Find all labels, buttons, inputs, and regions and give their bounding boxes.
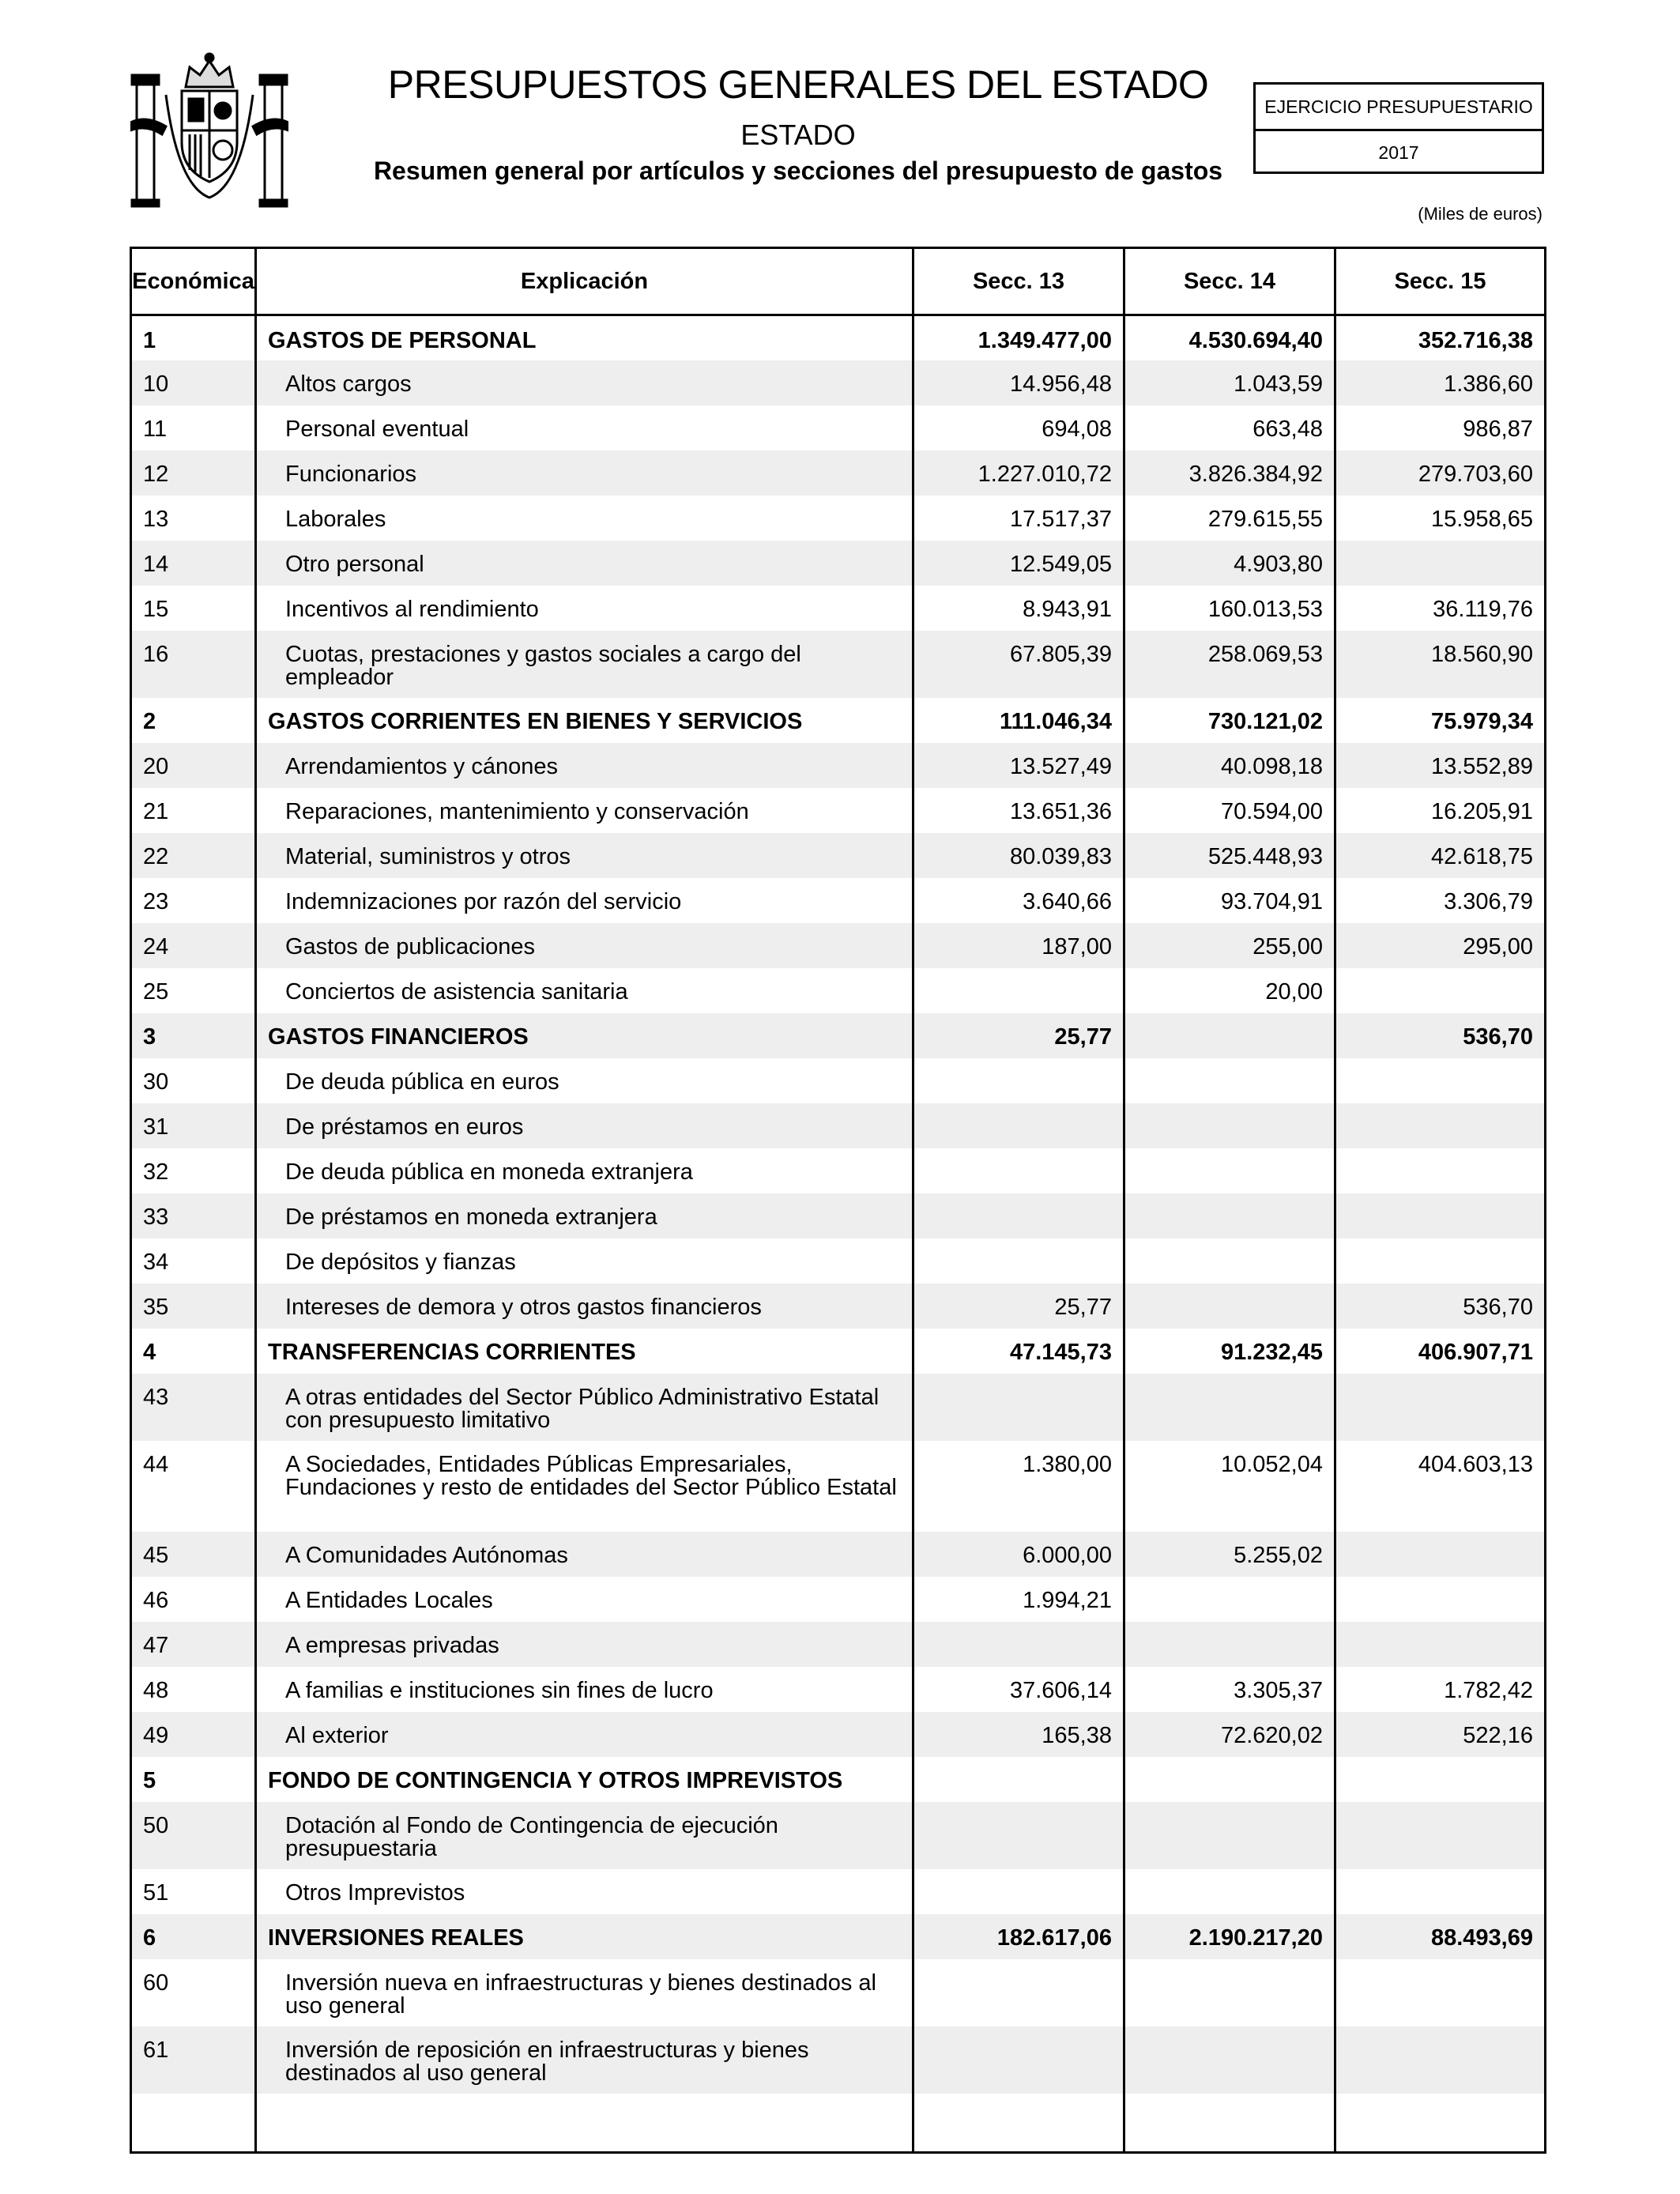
cell-secc-14 bbox=[1124, 1959, 1335, 2026]
cell-code: 10 bbox=[131, 360, 256, 405]
cell-secc-14: 663,48 bbox=[1124, 405, 1335, 450]
cell-secc-14: 2.190.217,20 bbox=[1124, 1914, 1335, 1959]
cell-secc-15: 16.205,91 bbox=[1335, 788, 1546, 833]
cell-secc-13: 14.956,48 bbox=[913, 360, 1124, 405]
cell-secc-14 bbox=[1124, 1869, 1335, 1914]
cell-description: De préstamos en moneda extranjera bbox=[256, 1193, 913, 1238]
cell-code: 50 bbox=[131, 1802, 256, 1869]
cell-secc-13: 1.994,21 bbox=[913, 1577, 1124, 1622]
cell-code: 6 bbox=[131, 1914, 256, 1959]
cell-secc-15 bbox=[1335, 1757, 1546, 1802]
cell-secc-13 bbox=[913, 1959, 1124, 2026]
table-row bbox=[131, 968, 1546, 1013]
cell-secc-14: 93.704,91 bbox=[1124, 878, 1335, 923]
table-row bbox=[131, 1667, 1546, 1712]
empty-cell bbox=[131, 2094, 256, 2153]
cell-secc-14 bbox=[1124, 1058, 1335, 1103]
cell-secc-13: 12.549,05 bbox=[913, 541, 1124, 586]
cell-code: 44 bbox=[131, 1441, 256, 1532]
empty-cell bbox=[1335, 2094, 1546, 2153]
cell-secc-15 bbox=[1335, 968, 1546, 1013]
cell-code: 22 bbox=[131, 833, 256, 878]
table-row bbox=[131, 1148, 1546, 1193]
fiscal-year-label: EJERCICIO PRESUPUESTARIO bbox=[1256, 85, 1542, 131]
cell-secc-15: 36.119,76 bbox=[1335, 586, 1546, 631]
cell-description: De préstamos en euros bbox=[256, 1103, 913, 1148]
table-row bbox=[131, 833, 1546, 878]
cell-description: Gastos de publicaciones bbox=[256, 923, 913, 968]
column-header-secc-14: Secc. 14 bbox=[1124, 248, 1335, 315]
cell-code: 30 bbox=[131, 1058, 256, 1103]
cell-secc-14 bbox=[1124, 1802, 1335, 1869]
cell-description: De deuda pública en moneda extranjera bbox=[256, 1148, 913, 1193]
table-row bbox=[131, 1441, 1546, 1532]
empty-cell bbox=[1124, 2094, 1335, 2153]
table-row-chapter bbox=[131, 315, 1546, 360]
cell-description: De depósitos y fianzas bbox=[256, 1238, 913, 1284]
cell-code: 51 bbox=[131, 1869, 256, 1914]
cell-secc-15: 13.552,89 bbox=[1335, 743, 1546, 788]
cell-code: 4 bbox=[131, 1329, 256, 1374]
cell-description: Personal eventual bbox=[256, 405, 913, 450]
cell-secc-15 bbox=[1335, 1532, 1546, 1577]
cell-description: Reparaciones, mantenimiento y conservación bbox=[256, 788, 913, 833]
table-row bbox=[131, 1058, 1546, 1103]
table-row bbox=[131, 1869, 1546, 1914]
table-row bbox=[131, 2026, 1546, 2094]
cell-description: Inversión de reposición en infraestructuras y bienes destinados al uso general bbox=[256, 2026, 913, 2094]
cell-code: 11 bbox=[131, 405, 256, 450]
cell-secc-14 bbox=[1124, 2026, 1335, 2094]
cell-code: 33 bbox=[131, 1193, 256, 1238]
table-row bbox=[131, 586, 1546, 631]
cell-code: 46 bbox=[131, 1577, 256, 1622]
empty-cell bbox=[913, 2094, 1124, 2153]
cell-description: GASTOS CORRIENTES EN BIENES Y SERVICIOS bbox=[256, 698, 913, 743]
budget-table bbox=[130, 247, 1546, 2154]
cell-secc-13 bbox=[913, 968, 1124, 1013]
cell-secc-13 bbox=[913, 1757, 1124, 1802]
cell-description: INVERSIONES REALES bbox=[256, 1914, 913, 1959]
table-row bbox=[131, 496, 1546, 541]
cell-code: 43 bbox=[131, 1374, 256, 1441]
cell-secc-13: 25,77 bbox=[913, 1013, 1124, 1058]
cell-description: A Sociedades, Entidades Públicas Empresariales, Fundaciones y resto de entidades del Sector Público Estatal bbox=[256, 1441, 913, 1532]
cell-code: 21 bbox=[131, 788, 256, 833]
cell-code: 34 bbox=[131, 1238, 256, 1284]
cell-secc-13: 187,00 bbox=[913, 923, 1124, 968]
cell-secc-14 bbox=[1124, 1622, 1335, 1667]
cell-secc-15 bbox=[1335, 1622, 1546, 1667]
units-note: (Miles de euros) bbox=[1418, 204, 1543, 224]
cell-description: Otro personal bbox=[256, 541, 913, 586]
cell-secc-13 bbox=[913, 1374, 1124, 1441]
cell-code: 49 bbox=[131, 1712, 256, 1757]
cell-secc-15: 1.386,60 bbox=[1335, 360, 1546, 405]
cell-description: A Comunidades Autónomas bbox=[256, 1532, 913, 1577]
cell-secc-15: 42.618,75 bbox=[1335, 833, 1546, 878]
table-row bbox=[131, 1374, 1546, 1441]
cell-secc-13 bbox=[913, 1148, 1124, 1193]
fiscal-year-value: 2017 bbox=[1378, 142, 1419, 163]
table-row bbox=[131, 541, 1546, 586]
column-header-explicacion: Explicación bbox=[256, 248, 913, 315]
cell-secc-14: 255,00 bbox=[1124, 923, 1335, 968]
column-header-secc-13: Secc. 13 bbox=[913, 248, 1124, 315]
cell-code: 31 bbox=[131, 1103, 256, 1148]
cell-secc-13: 1.380,00 bbox=[913, 1441, 1124, 1532]
cell-secc-14: 258.069,53 bbox=[1124, 631, 1335, 698]
cell-secc-15 bbox=[1335, 2026, 1546, 2094]
cell-secc-14: 160.013,53 bbox=[1124, 586, 1335, 631]
cell-secc-15 bbox=[1335, 1193, 1546, 1238]
cell-secc-13: 8.943,91 bbox=[913, 586, 1124, 631]
cell-description: Inversión nueva en infraestructuras y bienes destinados al uso general bbox=[256, 1959, 913, 2026]
cell-secc-15: 295,00 bbox=[1335, 923, 1546, 968]
cell-description: Otros Imprevistos bbox=[256, 1869, 913, 1914]
table-row bbox=[131, 923, 1546, 968]
cell-secc-14 bbox=[1124, 1577, 1335, 1622]
cell-secc-13: 694,08 bbox=[913, 405, 1124, 450]
cell-secc-14: 20,00 bbox=[1124, 968, 1335, 1013]
cell-secc-14: 5.255,02 bbox=[1124, 1532, 1335, 1577]
cell-secc-15: 406.907,71 bbox=[1335, 1329, 1546, 1374]
cell-description: A empresas privadas bbox=[256, 1622, 913, 1667]
cell-secc-15: 404.603,13 bbox=[1335, 1441, 1546, 1532]
cell-code: 3 bbox=[131, 1013, 256, 1058]
cell-secc-15: 986,87 bbox=[1335, 405, 1546, 450]
cell-secc-15 bbox=[1335, 1959, 1546, 2026]
cell-description: Intereses de demora y otros gastos financieros bbox=[256, 1284, 913, 1329]
table-row bbox=[131, 1193, 1546, 1238]
cell-secc-15: 18.560,90 bbox=[1335, 631, 1546, 698]
cell-secc-13 bbox=[913, 1622, 1124, 1667]
cell-secc-14: 730.121,02 bbox=[1124, 698, 1335, 743]
cell-code: 15 bbox=[131, 586, 256, 631]
column-header-secc-15: Secc. 15 bbox=[1335, 248, 1546, 315]
cell-description: GASTOS FINANCIEROS bbox=[256, 1013, 913, 1058]
cell-description: De deuda pública en euros bbox=[256, 1058, 913, 1103]
cell-secc-14 bbox=[1124, 1284, 1335, 1329]
cell-code: 48 bbox=[131, 1667, 256, 1712]
cell-secc-13: 111.046,34 bbox=[913, 698, 1124, 743]
cell-secc-14 bbox=[1124, 1193, 1335, 1238]
cell-secc-15 bbox=[1335, 541, 1546, 586]
cell-description: FONDO DE CONTINGENCIA Y OTROS IMPREVISTOS bbox=[256, 1757, 913, 1802]
cell-secc-13: 165,38 bbox=[913, 1712, 1124, 1757]
table-row bbox=[131, 743, 1546, 788]
table-row bbox=[131, 1959, 1546, 2026]
cell-secc-13: 47.145,73 bbox=[913, 1329, 1124, 1374]
cell-secc-15 bbox=[1335, 1869, 1546, 1914]
cell-secc-13 bbox=[913, 1193, 1124, 1238]
table-row bbox=[131, 1577, 1546, 1622]
fiscal-year-box bbox=[1253, 82, 1544, 174]
cell-secc-13: 1.349.477,00 bbox=[913, 315, 1124, 360]
cell-description: Al exterior bbox=[256, 1712, 913, 1757]
cell-code: 60 bbox=[131, 1959, 256, 2026]
cell-secc-13: 17.517,37 bbox=[913, 496, 1124, 541]
table-row bbox=[131, 360, 1546, 405]
coat-of-arms-emblem bbox=[130, 51, 288, 209]
cell-secc-13: 3.640,66 bbox=[913, 878, 1124, 923]
table-body bbox=[131, 315, 1546, 2153]
cell-secc-15 bbox=[1335, 1577, 1546, 1622]
cell-secc-13: 6.000,00 bbox=[913, 1532, 1124, 1577]
cell-secc-13 bbox=[913, 1802, 1124, 1869]
cell-description: A Entidades Locales bbox=[256, 1577, 913, 1622]
cell-secc-15: 536,70 bbox=[1335, 1013, 1546, 1058]
cell-code: 23 bbox=[131, 878, 256, 923]
cell-description: Funcionarios bbox=[256, 450, 913, 496]
table-row-chapter bbox=[131, 1914, 1546, 1959]
table-row bbox=[131, 405, 1546, 450]
cell-secc-13: 80.039,83 bbox=[913, 833, 1124, 878]
column-header-economica: Económica bbox=[131, 248, 256, 315]
table-row bbox=[131, 878, 1546, 923]
cell-secc-15: 522,16 bbox=[1335, 1712, 1546, 1757]
cell-secc-15: 75.979,34 bbox=[1335, 698, 1546, 743]
cell-description: Altos cargos bbox=[256, 360, 913, 405]
cell-code: 25 bbox=[131, 968, 256, 1013]
cell-secc-15 bbox=[1335, 1238, 1546, 1284]
cell-description: GASTOS DE PERSONAL bbox=[256, 315, 913, 360]
page-subtitle: ESTADO bbox=[740, 119, 856, 151]
cell-secc-14: 4.530.694,40 bbox=[1124, 315, 1335, 360]
cell-secc-15: 88.493,69 bbox=[1335, 1914, 1546, 1959]
cell-secc-13: 37.606,14 bbox=[913, 1667, 1124, 1712]
cell-description: Laborales bbox=[256, 496, 913, 541]
cell-secc-13: 13.527,49 bbox=[913, 743, 1124, 788]
cell-secc-14: 3.826.384,92 bbox=[1124, 450, 1335, 496]
cell-secc-15: 3.306,79 bbox=[1335, 878, 1546, 923]
cell-description: Cuotas, prestaciones y gastos sociales a cargo del empleador bbox=[256, 631, 913, 698]
cell-secc-15 bbox=[1335, 1802, 1546, 1869]
cell-secc-14: 525.448,93 bbox=[1124, 833, 1335, 878]
table-row-chapter bbox=[131, 1329, 1546, 1374]
table-header-row bbox=[131, 248, 1546, 315]
cell-secc-15: 279.703,60 bbox=[1335, 450, 1546, 496]
cell-secc-14: 279.615,55 bbox=[1124, 496, 1335, 541]
table-row bbox=[131, 1802, 1546, 1869]
cell-description: Dotación al Fondo de Contingencia de ejecución presupuestaria bbox=[256, 1802, 913, 1869]
table-row-chapter bbox=[131, 698, 1546, 743]
cell-code: 45 bbox=[131, 1532, 256, 1577]
cell-secc-14: 72.620,02 bbox=[1124, 1712, 1335, 1757]
cell-description: Incentivos al rendimiento bbox=[256, 586, 913, 631]
cell-code: 13 bbox=[131, 496, 256, 541]
cell-code: 5 bbox=[131, 1757, 256, 1802]
cell-secc-14 bbox=[1124, 1238, 1335, 1284]
cell-description: Conciertos de asistencia sanitaria bbox=[256, 968, 913, 1013]
cell-code: 20 bbox=[131, 743, 256, 788]
cell-secc-13 bbox=[913, 1869, 1124, 1914]
cell-secc-15 bbox=[1335, 1058, 1546, 1103]
table-filler-row bbox=[131, 2094, 1546, 2153]
cell-secc-13 bbox=[913, 1058, 1124, 1103]
cell-code: 14 bbox=[131, 541, 256, 586]
cell-description: A familias e instituciones sin fines de lucro bbox=[256, 1667, 913, 1712]
cell-code: 47 bbox=[131, 1622, 256, 1667]
table-row-chapter bbox=[131, 1013, 1546, 1058]
cell-secc-14: 1.043,59 bbox=[1124, 360, 1335, 405]
cell-secc-13: 67.805,39 bbox=[913, 631, 1124, 698]
cell-secc-15: 536,70 bbox=[1335, 1284, 1546, 1329]
cell-description: Indemnizaciones por razón del servicio bbox=[256, 878, 913, 923]
cell-code: 16 bbox=[131, 631, 256, 698]
page-description: Resumen general por artículos y secciones del presupuesto de gastos bbox=[373, 156, 1223, 185]
cell-secc-15: 15.958,65 bbox=[1335, 496, 1546, 541]
cell-code: 35 bbox=[131, 1284, 256, 1329]
cell-secc-15 bbox=[1335, 1103, 1546, 1148]
table-row bbox=[131, 1532, 1546, 1577]
table-row bbox=[131, 788, 1546, 833]
cell-secc-15 bbox=[1335, 1374, 1546, 1441]
cell-code: 12 bbox=[131, 450, 256, 496]
table-row bbox=[131, 1622, 1546, 1667]
table-row bbox=[131, 1103, 1546, 1148]
cell-secc-14: 40.098,18 bbox=[1124, 743, 1335, 788]
cell-code: 32 bbox=[131, 1148, 256, 1193]
table-row bbox=[131, 1238, 1546, 1284]
cell-code: 24 bbox=[131, 923, 256, 968]
cell-secc-13: 182.617,06 bbox=[913, 1914, 1124, 1959]
cell-secc-15 bbox=[1335, 1148, 1546, 1193]
table-row bbox=[131, 1284, 1546, 1329]
table-row-chapter bbox=[131, 1757, 1546, 1802]
cell-secc-14: 3.305,37 bbox=[1124, 1667, 1335, 1712]
cell-secc-14: 10.052,04 bbox=[1124, 1441, 1335, 1532]
cell-secc-13 bbox=[913, 2026, 1124, 2094]
cell-secc-14: 4.903,80 bbox=[1124, 541, 1335, 586]
cell-code: 61 bbox=[131, 2026, 256, 2094]
empty-cell bbox=[256, 2094, 913, 2153]
cell-secc-13: 25,77 bbox=[913, 1284, 1124, 1329]
cell-secc-14: 91.232,45 bbox=[1124, 1329, 1335, 1374]
cell-code: 2 bbox=[131, 698, 256, 743]
cell-secc-14 bbox=[1124, 1013, 1335, 1058]
cell-code: 1 bbox=[131, 315, 256, 360]
cell-description: Material, suministros y otros bbox=[256, 833, 913, 878]
cell-secc-14: 70.594,00 bbox=[1124, 788, 1335, 833]
table-row bbox=[131, 450, 1546, 496]
cell-description: Arrendamientos y cánones bbox=[256, 743, 913, 788]
cell-secc-13: 1.227.010,72 bbox=[913, 450, 1124, 496]
cell-secc-13: 13.651,36 bbox=[913, 788, 1124, 833]
cell-description: A otras entidades del Sector Público Administrativo Estatal con presupuesto limitativo bbox=[256, 1374, 913, 1441]
cell-secc-15: 1.782,42 bbox=[1335, 1667, 1546, 1712]
table-row bbox=[131, 1712, 1546, 1757]
cell-secc-13 bbox=[913, 1103, 1124, 1148]
page-title: PRESUPUESTOS GENERALES DEL ESTADO bbox=[387, 62, 1209, 107]
cell-secc-14 bbox=[1124, 1148, 1335, 1193]
table-row bbox=[131, 631, 1546, 698]
cell-secc-13 bbox=[913, 1238, 1124, 1284]
cell-secc-14 bbox=[1124, 1103, 1335, 1148]
cell-secc-14 bbox=[1124, 1374, 1335, 1441]
cell-description: TRANSFERENCIAS CORRIENTES bbox=[256, 1329, 913, 1374]
cell-secc-14 bbox=[1124, 1757, 1335, 1802]
cell-secc-15: 352.716,38 bbox=[1335, 315, 1546, 360]
